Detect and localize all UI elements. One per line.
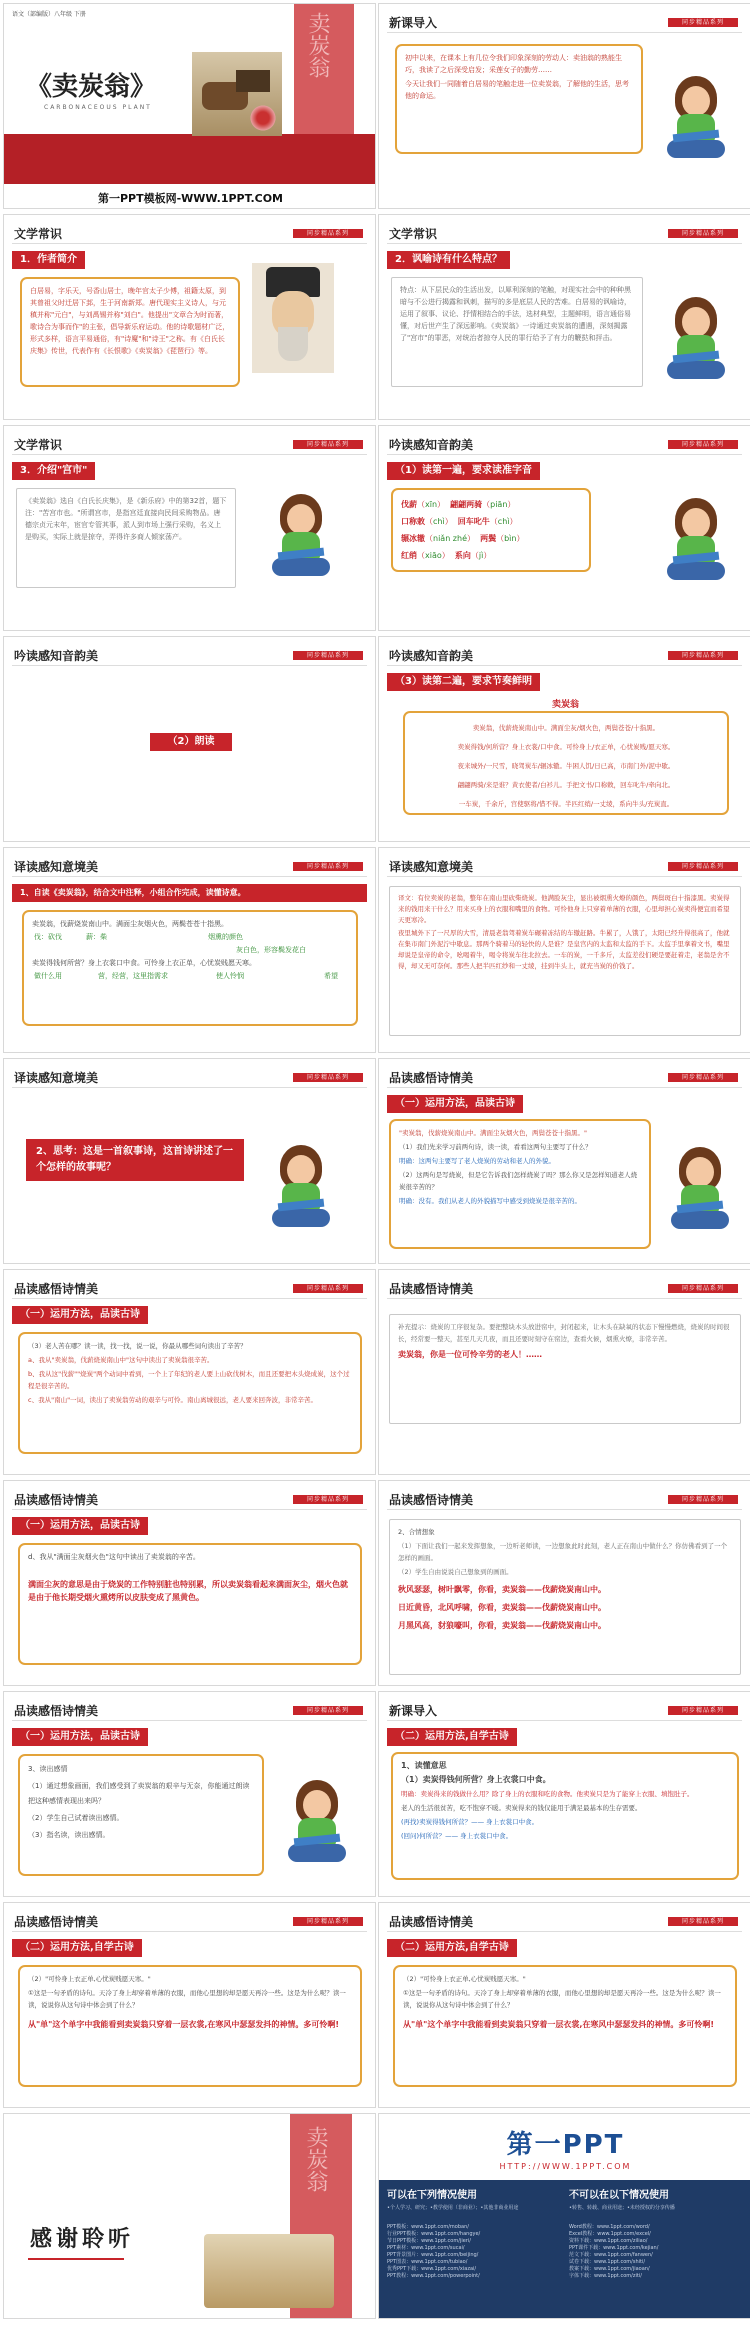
supplement-box [389, 1314, 741, 1424]
girl-reading-illustration [665, 1145, 735, 1235]
annotation: 伐：砍伐 [34, 933, 62, 941]
poem-line: 翩翩两骑/来是谁？黄衣使者/白衫儿。手把文书/口称敕，回车叱牛/牵向北。 [457, 781, 675, 789]
open-book-image [204, 2234, 334, 2308]
series-badge: 同步精品系列 [293, 862, 363, 871]
pinyin: xiāo [425, 551, 442, 560]
section-bar: （一）运用方法，品读古诗 [12, 1728, 148, 1746]
link[interactable]: PPT模板：www.1ppt.com/moban/ [387, 2224, 469, 2230]
title-divider [12, 1720, 367, 1721]
self-study-heading: 1、读懂意思 [401, 1761, 447, 1770]
link[interactable]: PPT背景图片：www.1ppt.com/beijing/ [387, 2252, 479, 2258]
emotion-q3: （3）指名读，读出感情。 [28, 1831, 110, 1839]
girl-reading-illustration [661, 74, 731, 164]
title-divider [387, 1931, 742, 1932]
series-badge: 同步精品系列 [668, 1073, 738, 1082]
link[interactable]: PPT素材：www.1ppt.com/sucai/ [387, 2245, 465, 2251]
read-aloud-label: （2）朗读 [150, 733, 232, 751]
slide-author[interactable] [3, 214, 376, 420]
section-bar: 2．讽喻诗有什么特点？ [387, 251, 510, 269]
series-badge: 同步精品系列 [293, 1495, 363, 1504]
link[interactable]: 试卷下载：www.1ppt.com/shiti/ [569, 2259, 646, 2265]
poem-title: 卖炭翁 [551, 700, 579, 710]
slide-title: 品读感悟诗情美 [389, 1493, 474, 1507]
ppt-url[interactable]: HTTP://WWW.1PPT.COM [499, 2162, 632, 2171]
slide-title: 品读感悟诗情美 [14, 1282, 99, 1296]
cover-site-url: 第一PPT模板网-WWW.1PPT.COM [97, 192, 284, 205]
annotation: 希望 [324, 972, 338, 980]
section-bar: 1．作者简介 [12, 251, 85, 269]
method-box [18, 1332, 362, 1454]
pinyin: chì [433, 517, 445, 526]
series-badge: 同步精品系列 [293, 229, 363, 238]
link[interactable]: Excel教程：www.1ppt.com/excel/ [569, 2231, 651, 2237]
imagination-r1: 秋风瑟瑟，树叶飘零，你看，卖炭翁——伐薪烧炭南山中。 [398, 1585, 606, 1594]
section-bar: （一）运用方法，品读古诗 [12, 1306, 148, 1324]
translation-box [389, 886, 741, 1036]
slide-title: 文学常识 [14, 438, 63, 452]
link[interactable]: PPT图表：www.1ppt.com/tubiao/ [387, 2259, 468, 2265]
emotion-heading: 3、读出感情 [28, 1765, 68, 1773]
slide-annotation[interactable] [3, 847, 376, 1053]
title-divider [387, 1509, 742, 1510]
answer-d-highlight: 满面尘灰的意思是由于烧炭的工作特别脏也特别累，所以卖炭翁看起来满面灰尘，烟火色就是由于他长期受烟火熏烤所以皮肤变成了黑黄色。 [28, 1580, 348, 1602]
cover-strip-text: 卖炭翁 [305, 12, 330, 78]
answer-b: b、我从这"伐薪""烧炭"两个动词中看到，一个上了年纪的老人要上山砍伐树木，而且还要把木头烧成炭，这个过程是很辛苦的。 [28, 1370, 350, 1390]
annotation: 使人怜悯 [216, 972, 244, 980]
thanks-underline [28, 2258, 124, 2260]
series-badge: 同步精品系列 [293, 1917, 363, 1926]
imagination-r3: 月黑风高，豺狼嚎叫，你看，卖炭翁——伐薪烧炭南山中。 [398, 1621, 606, 1630]
slide-title: 译读感知意境美 [14, 1071, 99, 1085]
answer-d: d、我从"满面尘灰烟火色"这句中读出了卖炭翁的辛苦。 [28, 1553, 200, 1561]
link[interactable]: 教案下载：www.1ppt.com/jiaoan/ [569, 2266, 650, 2272]
series-badge: 同步精品系列 [668, 1284, 738, 1293]
series-badge: 同步精品系列 [293, 440, 363, 449]
section-bar: （3）读第二遍，要求节奏鲜明 [387, 673, 540, 691]
pinyin: piān [490, 500, 508, 509]
section-bar: （二）运用方法,自学古诗 [387, 1939, 517, 1957]
link[interactable]: Word教程：www.1ppt.com/word/ [569, 2224, 650, 2230]
section-bar: 3．介绍"宫市" [12, 462, 95, 480]
slide-title: 文学常识 [14, 227, 63, 241]
girl-reading-illustration [661, 496, 731, 586]
section-bar: 1、自读《卖炭翁》，结合文中注释，小组合作完成，读懂诗意。 [12, 884, 367, 902]
usage-forbidden [569, 2186, 747, 2212]
annotation: 营，经营，这里指需求 [98, 972, 168, 980]
slide-self-study-2[interactable] [3, 1902, 376, 2108]
section-bar: （1）读第一遍，要求读准字音 [387, 462, 540, 480]
slide-title: 品读感悟诗情美 [389, 1915, 474, 1929]
series-badge: 同步精品系列 [668, 1495, 738, 1504]
answer-1: 明确：这两句主要写了老人烧炭的劳动和老人的外貌。 [399, 1157, 555, 1165]
imagination-q2: （2）学生自由说说自己想象到的画面。 [398, 1568, 513, 1576]
title-divider [387, 1720, 742, 1721]
intro-paragraph-1: 初中以来，在课本上有几位令我们印象深刻的劳动人：卖油翁的熟能生巧，我读了之后深受启发；采莲女子的勤劳…… [405, 54, 622, 74]
link[interactable]: 资料下载：www.1ppt.com/ziliao/ [569, 2238, 648, 2244]
title-divider [12, 1931, 367, 1932]
question-1: （1）我们先来学习前两句诗，读一读，看看这两句主要写了什么？ [399, 1143, 592, 1151]
slide-imagination[interactable] [378, 1480, 750, 1686]
author-box [20, 277, 240, 387]
word: 翩翩两骑 [450, 500, 483, 509]
self-study-t4: (回问)何所营？—— 身上衣裳口中食。 [401, 1832, 513, 1840]
satire-box [391, 277, 643, 387]
flowers-shape [248, 104, 278, 132]
cover-red-band [4, 134, 376, 184]
annotation: 做什么用 [34, 972, 62, 980]
author-text: 白居易，字乐天，号香山居士，晚年官太子少傅，祖籍太原，到其曾祖父时迁居下邽，生于河南新郑。唐代现实主义诗人，与元稹并称"元白"，与刘禹锡并称"刘白"。他提出"文章合为时而著，歌诗合为事而作"的主张，倡导新乐府运动。他的诗歌题材广泛，形式多样，语言平易通俗，有"诗魔"和"诗王"之称。有《白氏长庆集》传世，代表作有《长恨歌》《卖炭翁》《琵琶行》等。 [30, 287, 230, 355]
title-divider [12, 1509, 367, 1510]
slide-satire[interactable] [378, 214, 750, 420]
word: 口称敕 [401, 517, 425, 526]
word: 系向 [454, 551, 471, 560]
self-study-t1: 明确：卖炭得来的钱做什么用？除了身上的衣服和吃的食物。他卖炭只是为了能穿上衣服、填饱肚子。 [401, 1790, 694, 1798]
section-bar: （一）运用方法，品读古诗 [12, 1517, 148, 1535]
word: 两鬓 [480, 534, 497, 543]
cart-shape [236, 70, 270, 92]
title-divider [12, 243, 367, 244]
slide-title: 吟读感知音韵美 [14, 649, 99, 663]
word: 辗冰辙 [401, 534, 425, 543]
gongshi-box [16, 488, 236, 588]
slide-story-question[interactable] [3, 1058, 376, 1264]
girl-reading-illustration [661, 295, 731, 385]
cover-title: 《卖炭翁》 [26, 72, 157, 102]
supplement-text: 补充提示：烧炭的工序很复杂。要把整块木头放进窑中，封闭起来，让木头在缺氧的状态下慢慢燃烧，烧炭的时间很长，经常要一整天，甚至几天几夜，而且还要时刻守在窑边，查看火候，烟熏火燎，非常辛苦。 [398, 1323, 730, 1343]
intro-paragraph-2: 今天让我们一同随着白居易的笔触走进一位卖炭翁，了解他的生活，思考他的命运。 [405, 80, 629, 100]
thanks-title: 感谢聆听 [30, 2227, 135, 2252]
usage-allowed [387, 2186, 565, 2212]
word: 伐薪 [401, 500, 417, 509]
annotation: 薪：柴 [86, 933, 107, 941]
slide-self-study-1[interactable] [378, 1691, 750, 1897]
self-study-t: ①这是一句矛盾的诗句。天冷了身上却穿着单薄的衣服，而他心里想的却是愿天再冷一些。这是为什么呢？读一读，说说你从这句诗中体会到了什么？ [28, 1989, 346, 2009]
word: 回车叱牛 [457, 517, 490, 526]
self-study-q: （2）"可怜身上衣正单,心忧炭贱愿天寒。" [403, 1975, 526, 1983]
imagination-heading: 2、合情想象 [398, 1528, 435, 1536]
link[interactable]: 优秀PPT下载：www.1ppt.com/xiazai/ [387, 2266, 477, 2272]
imagination-box [389, 1519, 741, 1675]
link[interactable]: PPT教程：www.1ppt.com/powerpoint/ [387, 2273, 480, 2279]
slide-title: 品读感悟诗情美 [14, 1493, 99, 1507]
title-divider [387, 665, 742, 666]
slide-cover[interactable] [3, 3, 376, 209]
slide-gongshi[interactable] [3, 425, 376, 631]
link[interactable]: 范文下载：www.1ppt.com/fanwen/ [569, 2252, 653, 2258]
links-right [569, 2224, 747, 2280]
self-study-t3: (再找)卖炭得钱何所营？—— 身上衣裳口中食。 [401, 1818, 539, 1826]
slide-title: 译读感知意境美 [389, 860, 474, 874]
annotation: 烟熏的颜色 [208, 933, 243, 941]
self-study-highlight: 从"单"这个单字中我能看到卖炭翁只穿着一层衣裳,在寒风中瑟瑟发抖的神情。多可怜啊! [403, 2020, 715, 2029]
slide-title: 文学常识 [389, 227, 438, 241]
title-divider [387, 1087, 742, 1088]
series-badge: 同步精品系列 [668, 1706, 738, 1715]
slide-title: 新课导入 [389, 1704, 438, 1718]
rhythm-poem-box [403, 711, 729, 815]
title-divider [12, 1298, 367, 1299]
link[interactable]: PPT课件下载：www.1ppt.com/kejian/ [569, 2245, 659, 2251]
word: 红绡 [401, 551, 417, 560]
series-badge: 同步精品系列 [293, 651, 363, 660]
translation-paragraph-1: 译文：有位卖炭的老翁，整年在南山里砍柴烧炭。他满脸灰尘，显出被烟熏火燎的颜色，两鬓斑白十指漆黑。卖炭得来的钱用来干什么？用来买身上的衣服和嘴里的食物。可怜他身上只穿着单薄的衣服，心里却担心炭卖得便宜而希望天更寒冷。 [398, 894, 730, 924]
title-divider [387, 1298, 742, 1299]
slide-self-study-3[interactable] [378, 1902, 750, 2108]
section-bar: （一）运用方法，品读古诗 [387, 1095, 523, 1113]
slide-method-2[interactable] [3, 1269, 376, 1475]
series-badge: 同步精品系列 [668, 18, 738, 27]
self-study-q1: （1）卖炭得钱何所营？身上衣裳口中食。 [401, 1775, 551, 1784]
slide-title: 吟读感知音韵美 [389, 438, 474, 452]
imagination-q1: （1）下面让我们一起来发挥想象，一边听老师读，一边想象此时此刻，老人正在南山中做什么？你仿佛看到了一个怎样的画面。 [398, 1542, 728, 1562]
slide-method-3[interactable] [3, 1480, 376, 1686]
emotion-q1: （1）通过想象画面，我们感受到了卖炭翁的艰辛与无奈，你能通过朗读把这种感情表现出来吗？ [28, 1782, 250, 1805]
annotation: 灰白色，形容鬓发花白 [236, 946, 306, 954]
title-divider [387, 454, 742, 455]
method-box [389, 1119, 651, 1249]
girl-reading-illustration [282, 1778, 352, 1868]
pinyin: xīn [425, 500, 438, 509]
slide-title: 品读感悟诗情美 [14, 1704, 99, 1718]
link[interactable]: 字体下载：www.1ppt.com/ziti/ [569, 2273, 642, 2279]
pinyin: niǎn zhé [433, 534, 467, 543]
pinyin: bìn [504, 534, 517, 543]
slide-title: 译读感知意境美 [14, 860, 99, 874]
slide-thanks[interactable] [3, 2113, 376, 2319]
section-bar: （二）运用方法,自学古诗 [12, 1939, 142, 1957]
forbidden-heading: 不可以在以下情况使用 [569, 2190, 669, 2201]
slide-intro[interactable] [378, 3, 750, 209]
allowed-heading: 可以在下列情况使用 [387, 2190, 477, 2201]
self-study-q: （2）"可怜身上衣正单,心忧炭贱愿天寒。" [28, 1975, 151, 1983]
ppt-logo: 第一PPT [506, 2130, 625, 2160]
link[interactable]: 节日PPT模板：www.1ppt.com/jieri/ [387, 2238, 471, 2244]
translation-paragraph-2: 夜里城外下了一尺厚的大雪，清晨老翁驾着炭车碾着冻结的车辙赶路。牛累了，人饿了，太阳已经升得很高了，他就在集市南门外泥泞中歇息。那两个骑着马的轻快的人是谁？是皇宫内的太监和太监的手下。太监手里拿着文书，嘴里却说是皇帝的命令，吆喝着牛，喝令将炭车往北拉去。一车的炭，一千多斤，太监差役们硬是要赶着走，老翁是舍不得，却又无可奈何。那些人把半匹红纱和一丈绫，挂到牛头上，就充当炭的价钱了。 [398, 929, 730, 970]
emotion-q2: （2）学生自己试着读出感情。 [28, 1814, 124, 1822]
method-box [18, 1543, 362, 1665]
title-divider [12, 665, 367, 666]
slide-read-aloud[interactable] [3, 636, 376, 842]
thanks-strip-text: 卖炭翁 [303, 2126, 328, 2192]
links-left [387, 2224, 565, 2280]
section-bar: （二）运用方法,自学古诗 [387, 1728, 517, 1746]
allowed-text: •个人学习、研究；•教学使用（非商业）；•其他非商业用途 [387, 2205, 519, 2211]
answer-2: 明确：没有。我们从老人的外貌描写中感受到烧炭是很辛苦的。 [399, 1197, 581, 1205]
slide-translation[interactable] [378, 847, 750, 1053]
story-question: 2、思考：这是一首叙事诗，这首诗讲述了一个怎样的故事呢？ [26, 1139, 244, 1181]
title-divider [12, 454, 367, 455]
link[interactable]: 行业PPT模板：www.1ppt.com/hangye/ [387, 2231, 481, 2237]
self-study-box [393, 1965, 737, 2087]
slide-rhythm[interactable] [378, 636, 750, 842]
slide-method-1[interactable] [378, 1058, 750, 1264]
bai-juyi-portrait [252, 263, 334, 373]
series-badge: 同步精品系列 [668, 1917, 738, 1926]
series-badge: 同步精品系列 [293, 1284, 363, 1293]
answer-a: a、我从"卖炭翁，伐薪烧炭南山中"这句中读出了卖炭翁很辛苦。 [28, 1356, 214, 1364]
slide-supplement[interactable] [378, 1269, 750, 1475]
slide-title: 品读感悟诗情美 [389, 1071, 474, 1085]
poem-line: 夜来城外/一尺雪，晓驾炭车/辗冰辙。牛困人饥/日已高，市南门外/泥中歇。 [457, 762, 675, 770]
title-divider [387, 32, 742, 33]
cover-ox-cart-image [192, 52, 282, 136]
poem-line: 卖炭得钱何所营？身上衣裳口中食。可怜身上衣正单，心忧炭贱愿天寒。 [32, 959, 256, 967]
slide-title: 品读感悟诗情美 [389, 1282, 474, 1296]
series-badge: 同步精品系列 [668, 862, 738, 871]
title-divider [387, 243, 742, 244]
title-divider [387, 876, 742, 877]
title-divider [12, 1087, 367, 1088]
slide-title: 品读感悟诗情美 [14, 1915, 99, 1929]
self-study-highlight: 从"单"这个单字中我能看到卖炭翁只穿着一层衣裳,在寒风中瑟瑟发抖的神情。多可怜啊! [28, 2020, 340, 2029]
slide-emotion[interactable] [3, 1691, 376, 1897]
self-study-t2: 老人的生活很贫苦，吃不饱穿不暖。卖炭得来的钱仅能用于满足最基本的生存需要。 [401, 1804, 642, 1812]
poem-line: 卖炭翁，伐薪烧炭南山中。满面尘灰/烟火色，两鬓苍苍/十指黑。 [472, 724, 660, 732]
poem-line: 卖炭得钱/何所营？身上衣裳/口中食。可怜身上/衣正单，心忧炭贱/愿天寒。 [457, 743, 675, 751]
forbidden-text: •转售、转载、商业用途；•未经授权的分享传播 [569, 2205, 675, 2211]
poem-line: 一车炭，千余斤，宫使驱将/惜不得。半匹红绡/一丈绫，系向牛头/充炭直。 [458, 800, 674, 808]
slide-title: 新课导入 [389, 16, 438, 30]
satire-text: 特点：从下层民众的生活出发，以犀利深刻的笔触，对现实社会中的种种黑暗与不公进行揭露和讽刺，描写的多是底层人民的苦难。白居易的讽喻诗，运用了叙事、议论、抒情相结合的手法，选材典型，主题鲜明，语言通俗易懂，对后世产生了深远影响。《卖炭翁》一诗通过卖炭翁的遭遇，深刻揭露了"宫市"的罪恶，对统治者掠夺人民的罪行给予了有力的鞭挞和抨击。 [400, 286, 631, 342]
self-study-box [18, 1965, 362, 2087]
self-study-box [391, 1752, 739, 1880]
series-badge: 同步精品系列 [668, 651, 738, 660]
cover-top-label: 语文（部编版）八年级 下册 [12, 11, 86, 18]
self-study-t: ①这是一句矛盾的诗句。天冷了身上却穿着单薄的衣服，而他心里想的却是愿天再冷一些。这是为什么呢？读一读，说说你从这句诗中体会到了什么？ [403, 1989, 721, 2009]
annotation-box [22, 910, 358, 1026]
series-badge: 同步精品系列 [668, 229, 738, 238]
girl-reading-illustration [266, 1143, 336, 1233]
pinyin: chì [497, 517, 510, 526]
slide-title: 吟读感知音韵美 [389, 649, 474, 663]
quote: "卖炭翁，伐薪烧炭南山中。满面尘灰烟火色，两鬓苍苍十指黑。" [399, 1129, 587, 1137]
series-badge: 同步精品系列 [293, 1073, 363, 1082]
cover-subtitle: CARBONACEOUS PLANT [44, 104, 152, 111]
slide-pronunciation[interactable] [378, 425, 750, 631]
pronunciation-box: 伐薪（xīn） 翩翩两骑（piān） 口称敕（chì） 回车叱牛（chì） 辗冰辙（niǎn zhé） 两鬓（bìn） 红绡（xiāo） 系向（jì） [391, 488, 591, 572]
supplement-highlight: 卖炭翁，你是一位可怜辛劳的老人！…… [398, 1350, 542, 1359]
answer-c: c、我从"南山"一词，读出了卖炭翁劳动的艰辛与可怜。南山离城很远，老人要来回奔波，非常辛苦。 [28, 1396, 318, 1404]
poem-line: 卖炭翁，伐薪烧炭南山中。满面尘灰烟火色，两鬓苍苍十指黑。 [32, 920, 228, 928]
pinyin: jì [478, 551, 484, 560]
girl-reading-illustration [266, 492, 336, 582]
question-2: （2）这两句是写烧炭，但是它告诉我们怎样烧炭了吗？那么你又是怎样知道老人烧炭很辛苦的？ [399, 1171, 638, 1191]
series-badge: 同步精品系列 [668, 440, 738, 449]
title-divider [12, 876, 367, 877]
intro-box [395, 44, 643, 154]
imagination-r2: 日近黄昏，北风呼啸，你看，卖炭翁——伐薪烧炭南山中。 [398, 1603, 606, 1612]
emotion-box [18, 1754, 264, 1876]
gongshi-text: 《卖炭翁》选自《白氏长庆集》，是《新乐府》中的第32首，题下注："苦宫市也。"所谓宫市，是指宫廷直接向民间采购物品。唐德宗贞元末年，宦官专管其事，派人到市场上强行采购，名义上是购买，实际上就是掠夺，弄得许多商人倾家荡产。 [25, 497, 227, 541]
slide-ppt-info[interactable] [378, 2113, 750, 2319]
question-intro: （3）老人苦在哪？读一读，找一找，说一说，你最从哪些词句读出了辛苦？ [28, 1342, 247, 1350]
series-badge: 同步精品系列 [293, 1706, 363, 1715]
